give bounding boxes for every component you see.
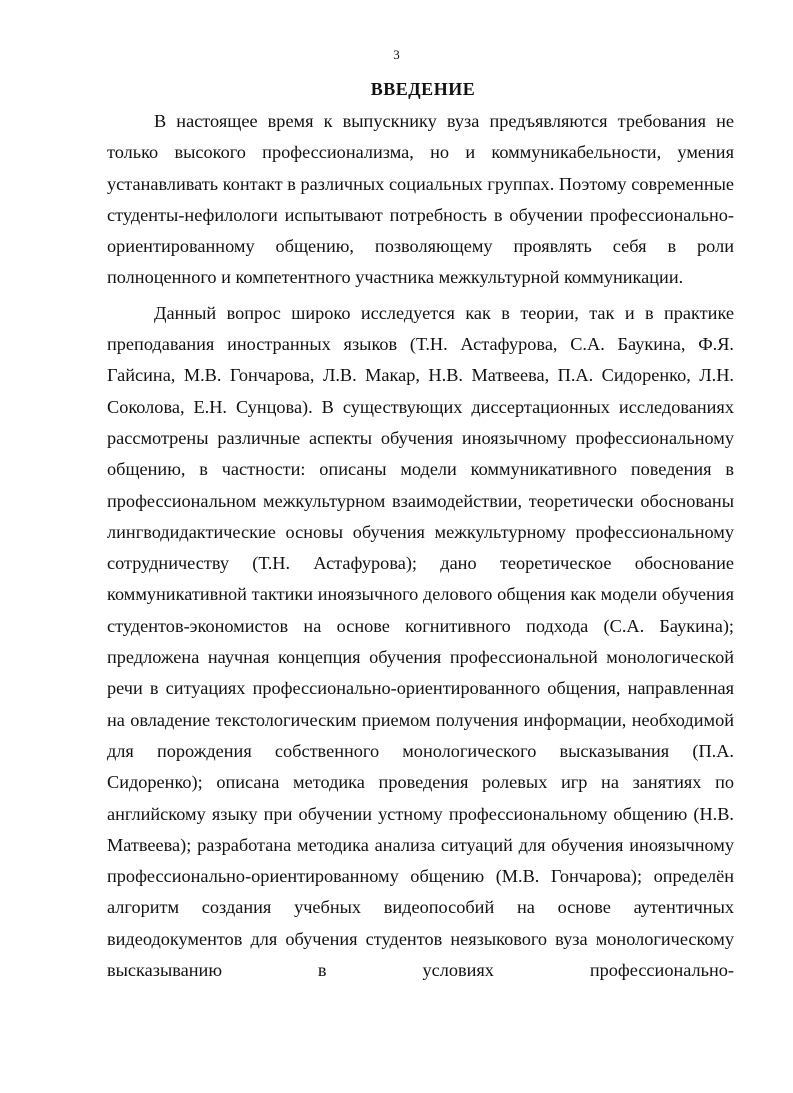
paragraph-intro: В настоящее время к выпускнику вуза предъявляются требования не только высокого профессионализма, но и коммуникабельности, умения устанавливать контакт в различных социальных группах. Поэтому современные студенты-нефилологи испытывают потребность в обучении профессионально-ориентированному общению, позволяющему проявлять себя в роли полноценного и компетентного участника межкультурной коммуникации. bbox=[107, 111, 734, 288]
page-number: 3 bbox=[393, 47, 400, 62]
document-body bbox=[107, 106, 734, 990]
paragraph-research-review: Данный вопрос широко исследуется как в теории, так и в практике преподавания иностранных языков (Т.Н. Астафурова, С.А. Баукина, Ф.Я. Гайсина, М.В. Гончарова, Л.В. Макар, Н.В. Матвеева, П.А. Сидоренко, Л.Н. Соколова, Е.Н. Сунцова). В существующих диссертационных исследованиях рассмотрены различные аспекты обучения иноязычному профессиональному общению, в частности: описаны модели коммуникативного поведения в профессиональном межкультурном взаимодействии, теоретически обоснованы лингводидактические основы обучения межкультурному профессиональному сотрудничеству (Т.Н. Астафурова); дано теоретическое обоснование коммуникативной тактики иноязычного делового общения как модели обучения студентов-экономистов на основе когнитивного подхода (С.А. Баукина); предложена научная концепция обучения профессиональной монологической речи в ситуациях профессионально-ориентированного общения, направленная на овладение текстологическим приемом получения информации, необходимой для порождения собственного монологического высказывания (П.А. Сидоренко); описана методика проведения ролевых игр на занятиях по английскому языку при обучении устному профессиональному общению (Н.В. Матвеева); разработана методика анализа ситуаций для обучения иноязычному профессионально-ориентированному общению (М.В. Гончарова); определён алгоритм создания учебных видеопособий на основе аутентичных видеодокументов для обучения студентов неязыкового вуза монологическому высказыванию в условиях профессионально- bbox=[107, 302, 734, 981]
section-heading: ВВЕДЕНИЕ bbox=[370, 79, 476, 99]
